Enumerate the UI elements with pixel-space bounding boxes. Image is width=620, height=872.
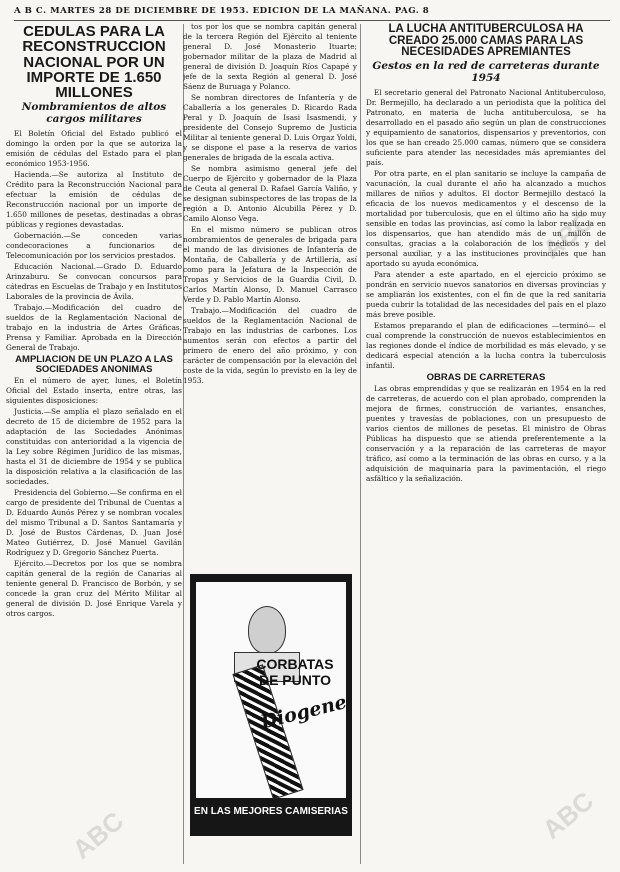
tie-advertisement xyxy=(190,574,352,836)
article-title: LA LUCHA ANTITUBERCULOSA HA CREADO 25.000 CAMAS PARA LAS NECESIDADES APREMIANTES xyxy=(388,23,584,59)
paragraph: Educación Nacional.—Grado D. Eduardo Arinzaburu. Se convocan concursos para cátedras en Escuelas de Trabajo y en Institutos Laborales de la provincia de Ávila. xyxy=(6,262,182,302)
column-3 xyxy=(366,22,606,868)
article-subtitle: Nombramientos de altos cargos militares xyxy=(21,101,167,126)
column-2 xyxy=(183,22,357,570)
paragraph: Trabajo.—Modificación del cuadro de sueldos de la Reglamentación Nacional de trabajo en la industria de Artes Gráficas, Prensa y Familiar. Aprobada en la Dirección General de Trabajo. xyxy=(6,303,182,353)
paragraph: Presidencia del Gobierno.—Se confirma en el cargo de presidente del Tribunal de Cuentas a D. Eduardo Aunós Pérez y se nombran vocales del mismo Tribunal a D. Santos Santamaría y D. José de Bustos Cárdenas, D. Juan José Mateo Gutiérrez, D. José Manuel Gavilán Rodríguez y D. Gregorio Sánchez Puerta. xyxy=(6,487,182,557)
paragraph: tos por los que se nombra capitán general de la tercera Región del Ejército al teniente general D. José Monasterio Ituarte; gobernador militar de la plaza de Madrid al general de división D. Joaquín Ríos Capapé y jefe de la sexta Región al general D. José Sáenz de Buruaga y Polanco. xyxy=(183,22,357,91)
paragraph: Para atender a este apartado, en el ejercicio próximo se pondrán en servicio nuevos sanatorios en diversas provincias y se ampliarán los existentes, con el fin de que la red sanitaria pueda cubrir la totalidad de las necesidades del país en el plazo más breve posible. xyxy=(366,270,606,320)
paragraph: Las obras emprendidas y que se realizarán en 1954 en la red de carreteras, de acuerdo con el plan aprobado, comprenden la mejora de firmes, construcción de variantes, ensanches, puentes y travesías de poblaciones, con un presupuesto de varios cientos de millones de pesetas. El ministro de Obras Públicas ha dispuesto que se atienda preferentemente a la conservación y a la reparación de las carreteras de mayor tráfico, así como a la terminación de las obras en curso, y a la adquisición de maquinaria para la pavimentación, el riego asfáltico y la señalización. xyxy=(366,383,606,483)
watermark-logo: ABC xyxy=(536,785,600,845)
section-heading: AMPLIACION DE UN PLAZO A LAS SOCIEDADES ANONIMAS xyxy=(15,354,173,376)
paragraph: Por otra parte, en el plan sanitario se incluye la campaña de vacunación, la cual durante el año ha alcanzado a muchos millares de niños y adultos. El doctor Bermejillo destacó la eficacia de los nuevos medicamentos y el descenso de la mortalidad por tuberculosis, que en el último año ha sido muy sensible en todas las provincias, así como la labor realizada en los dispensarios, que han atendido más de un millón de consultas, gracias a la colaboración de los médicos y del personal auxiliar, y a las instituciones provinciales que han aportado su ayuda económica. xyxy=(366,169,606,269)
paragraph: Estamos preparando el plan de edificaciones —terminó— el cual comprende la construcción de nuevos establecimientos en las regiones donde el índice de morbilidad es más elevado, y se dedicará especial atención a la lucha contra la tuberculosis infantil. xyxy=(366,321,606,371)
paragraph: Justicia.—Se amplía el plazo señalado en el decreto de 15 de diciembre de 1952 para la adaptación de las Sociedades Anónimas constituidas con anterioridad a la vigencia de la Ley sobre Régimen Jurídico de las mismas, hasta el 31 de diciembre de 1954 y se publica la disposición relativa a la clasificación de las sociedades. xyxy=(6,406,182,486)
paragraph: Se nombran directores de Infantería y de Caballería a los generales D. Ricardo Rada Peral y D. Joaquín de Isasi Isasmendi, y presidente del Consejo Supremo de Justicia Militar al teniente general D. Luis Orgaz Yoldi, y se dispone el pase a la reserva de varios generales de brigada de la escala activa. xyxy=(183,93,357,162)
paragraph: Se nombra asimismo general jefe del Cuerpo de Ejército y gobernador de la Plaza de Ceuta al general D. Rafael García Valiño, y se designan subinspectores de las tropas de la región a D. Antonio Alcubilla Pérez y D. Camilo Alonso Vega. xyxy=(183,164,357,223)
watermark-logo: ABC xyxy=(536,205,600,265)
ad-headline: CORBATAS DE PUNTO xyxy=(256,656,334,688)
paragraph: Ejército.—Decretos por los que se nombra capitán general de la región de Canarias al teniente general D. Francisco de Borbón, y se concede la gran cruz del Mérito Militar al general de división D. José Enrique Varela y otros cargos. xyxy=(6,558,182,618)
man-head-illustration xyxy=(248,606,286,654)
ad-footer: EN LAS MEJORES CAMISERIAS xyxy=(194,806,348,817)
paragraph: En el número de ayer, lunes, el Boletín Oficial del Estado inserta, entre otras, las siguientes disposiciones: xyxy=(6,375,182,405)
paragraph: En el mismo número se publican otros nombramientos de generales de brigada para el mando de las divisiones de Infantería de Montaña, de Caballería y de Artillería, así como para la Jefatura de la Inspección de Tropas y Servicios de la Guardia Civil, D. Carlos Martín Alonso, D. Manuel Carrasco Verde y D. Pablo Martín Alonso. xyxy=(183,225,357,304)
page-header: A B C. MARTES 28 DE DICIEMBRE DE 1953. EDICION DE LA MAÑANA. PAG. 8 xyxy=(14,6,610,21)
paragraph: Gobernación.—Se conceden varias condecoraciones a funcionarios de Telecomunicación por los servicios prestados. xyxy=(6,231,182,261)
article-subtitle: Gestos en la red de carreteras durante 1954 xyxy=(372,60,600,85)
watermark-logo: ABC xyxy=(66,805,130,865)
paragraph: El Boletín Oficial del Estado publicó el domingo la orden por la que se autoriza la emisión de cédulas del Estado para el plan económico 1953-1956. xyxy=(6,129,182,169)
paragraph: Trabajo.—Modificación del cuadro de sueldos de la Reglamentación Nacional de Trabajo en las industrias de carbones. Los aumentos serán con efectos a partir del primero de enero del año próximo, y con carácter de compensación por la elevación del coste de la vida, según lo previsto en la ley de 1953. xyxy=(183,306,357,385)
column-1 xyxy=(6,22,182,868)
paragraph: El secretario general del Patronato Nacional Antituberculoso, Dr. Bermejillo, ha declarado a un periodista que la política del Patronato, en materia de lucha antituberculosa, se ha desarrollado en el pasado año según un plan de construcciones y equipamiento de sanatorios, dispensarios y preventorios, con los que se han creado 25.000 camas, número que se considera suficiente para atender las necesidades más apremiantes del país. xyxy=(366,88,606,168)
article-title: CEDULAS PARA LA RECONSTRUCCION NACIONAL POR UN IMPORTE DE 1.650 MILLONES xyxy=(22,23,166,102)
section-heading: OBRAS DE CARRETERAS xyxy=(426,372,546,384)
column-divider xyxy=(360,24,361,864)
ad-brand-logo: Diogene xyxy=(258,691,349,734)
ad-illustration xyxy=(196,582,349,798)
paragraph: Hacienda.—Se autoriza al Instituto de Crédito para la Reconstrucción Nacional para efectuar la emisión de cédulas de Reconstrucción nacional por un importe de 1.650 millones de pesetas, destinadas a obras públicas y regiones devastadas. xyxy=(6,170,182,230)
